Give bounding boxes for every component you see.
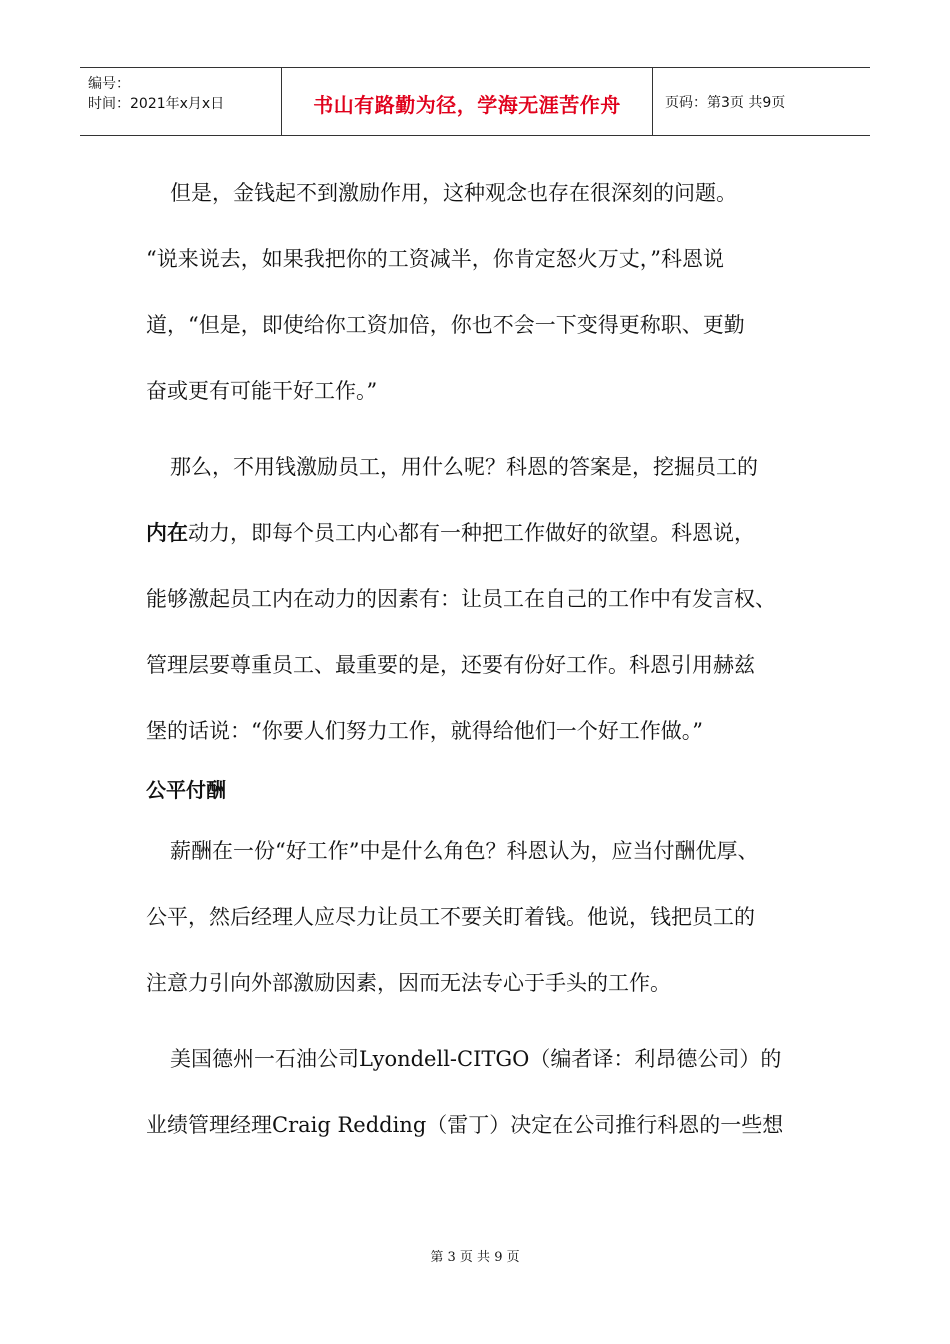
paragraph — [146, 434, 816, 764]
text-line: 管理层要尊重员工、最重要的是，还要有份好工作。科恩引用赫兹 — [146, 653, 755, 677]
text-line: “说来说去，如果我把你的工资减半，你肯定怒火万丈，”科恩说 — [146, 247, 724, 271]
bold-term: 内在 — [146, 521, 188, 545]
paragraph — [146, 160, 816, 424]
text-line: 那么，不用钱激励员工，用什么呢？科恩的答案是，挖掘员工的 — [170, 455, 758, 479]
paragraph — [146, 818, 816, 1016]
text-line: 动力，即每个员工内心都有一种把工作做好的欲望。科恩说， — [188, 521, 755, 545]
text-line: 薪酬在一份“好工作”中是什么角色？科恩认为，应当付酬优厚、 — [170, 839, 759, 863]
serial-number-label: 编号： — [88, 76, 130, 92]
motto-text: 书山有路勤为径，学海无涯苦作舟 — [313, 93, 621, 117]
text-line: 奋或更有可能干好工作。” — [146, 379, 378, 403]
header-page-info: 页码：第3页 共9页 — [665, 94, 786, 111]
text-line: 美国德州一石油公司Lyondell-CITGO（编者译：利昂德公司）的 — [170, 1047, 782, 1071]
text-line: 道，“但是，即使给你工资加倍，你也不会一下变得更称职、更勤 — [146, 313, 745, 337]
header-motto-cell — [282, 68, 653, 135]
text-line: 业绩管理经理Craig Redding（雷丁）决定在公司推行科恩的一些想 — [146, 1113, 784, 1137]
text-line: 但是，金钱起不到激励作用，这种观念也存在很深刻的问题。 — [170, 181, 737, 205]
text-line: 公平，然后经理人应尽力让员工不要关盯着钱。他说，钱把员工的 — [146, 905, 755, 929]
page-header — [80, 67, 870, 136]
document-body — [146, 160, 816, 1158]
header-meta-cell — [80, 68, 282, 135]
paragraph — [146, 1026, 816, 1158]
text-line: 注意力引向外部激励因素，因而无法专心于手头的工作。 — [146, 971, 671, 995]
text-line: 能够激起员工内在动力的因素有：让员工在自己的工作中有发言权、 — [146, 587, 776, 611]
date-label: 时间：2021年x月x日 — [88, 96, 225, 112]
section-heading: 公平付酬 — [146, 778, 226, 802]
text-line: 堡的话说：“你要人们努力工作，就得给他们一个好工作做。” — [146, 719, 703, 743]
page-footer: 第 3 页 共 9 页 — [430, 1250, 520, 1265]
